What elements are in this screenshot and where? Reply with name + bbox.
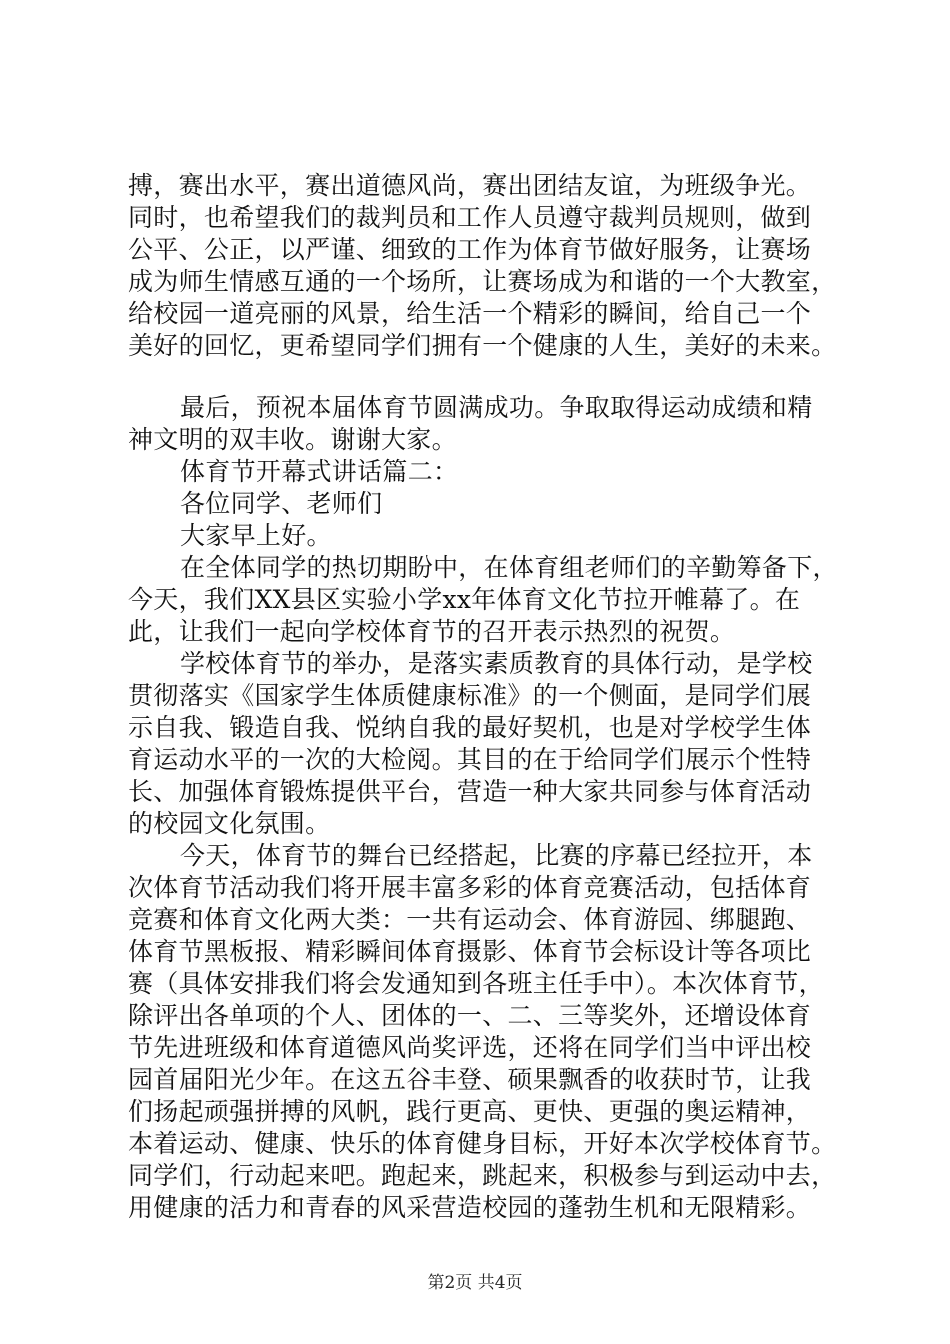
text-line: 同学们，行动起来吧。跑起来，跳起来，积极参与到运动中去，	[128, 1161, 837, 1190]
text-line: 搏，赛出水平，赛出道德风尚，赛出团结友谊，为班级争光。	[128, 171, 812, 200]
text-line: 用健康的活力和青春的风采营造校园的蓬勃生机和无限精彩。	[128, 1193, 812, 1222]
text-line: 园首届阳光少年。在这五谷丰登、硕果飘香的收获时节，让我	[128, 1065, 812, 1094]
text-line: 的校园文化氛围。	[128, 809, 331, 838]
text-line: 成为师生情感互通的一个场所，让赛场成为和谐的一个大教室，	[128, 267, 837, 296]
text-line: 同时，也希望我们的裁判员和工作人员遵守裁判员规则，做到	[128, 203, 812, 232]
text-line: 神文明的双丰收。谢谢大家。	[128, 425, 457, 454]
section-heading: 体育节开幕式讲话篇二：	[180, 457, 459, 486]
text-line: 本着运动、健康、快乐的体育健身目标，开好本次学校体育节。	[128, 1129, 837, 1158]
text-line: 竞赛和体育文化两大类：一共有运动会、体育游园、绑腿跑、	[128, 905, 812, 934]
paragraph-start: 学校体育节的举办，是落实素质教育的具体行动，是学校	[180, 649, 813, 678]
page-number: 第2页 共4页	[427, 1273, 523, 1293]
text-line: 们扬起顽强拼搏的风帆，践行更高、更快、更强的奥运精神，	[128, 1097, 812, 1126]
body-text	[128, 170, 848, 1224]
text-line: 给校园一道亮丽的风景，给生活一个精彩的瞬间，给自己一个	[128, 299, 812, 328]
text-line: 示自我、锻造自我、悦纳自我的最好契机，也是对学校学生体	[128, 713, 812, 742]
text-line: 次体育节活动我们将开展丰富多彩的体育竞赛活动，包括体育	[128, 873, 812, 902]
text-line: 节先进班级和体育道德风尚奖评选，还将在同学们当中评出校	[128, 1033, 812, 1062]
paragraph-start: 今天，体育节的舞台已经搭起，比赛的序幕已经拉开，本	[180, 841, 813, 870]
text-line: 公平、公正，以严谨、细致的工作为体育节做好服务，让赛场	[128, 235, 812, 264]
text-line: 美好的回忆，更希望同学们拥有一个健康的人生，美好的未来。	[128, 331, 837, 360]
paragraph-start: 在全体同学的热切期盼中，在体育组老师们的辛勤筹备下，	[180, 553, 838, 582]
paragraph-gap	[128, 362, 848, 392]
text-line: 育运动水平的一次的大检阅。其目的在于给同学们展示个性特	[128, 745, 812, 774]
text-line: 除评出各单项的个人、团体的一、二、三等奖外，还增设体育	[128, 1001, 812, 1030]
text-line: 体育节黑板报、精彩瞬间体育摄影、体育节会标设计等各项比	[128, 937, 812, 966]
text-line: 贯彻落实《国家学生体质健康标准》的一个侧面，是同学们展	[128, 681, 812, 710]
text-line: 今天，我们XX县区实验小学xx年体育文化节拉开帷幕了。在	[128, 585, 801, 614]
text-line: 此，让我们一起向学校体育节的召开表示热烈的祝贺。	[128, 617, 736, 646]
salutation: 各位同学、老师们	[180, 489, 383, 518]
greeting: 大家早上好。	[180, 521, 332, 550]
text-line: 长、加强体育锻炼提供平台，营造一种大家共同参与体育活动	[128, 777, 812, 806]
text-line: 赛（具体安排我们将会发通知到各班主任手中）。本次体育节，	[128, 969, 824, 998]
closing-paragraph: 最后，预祝本届体育节圆满成功。争取取得运动成绩和精	[180, 393, 813, 422]
